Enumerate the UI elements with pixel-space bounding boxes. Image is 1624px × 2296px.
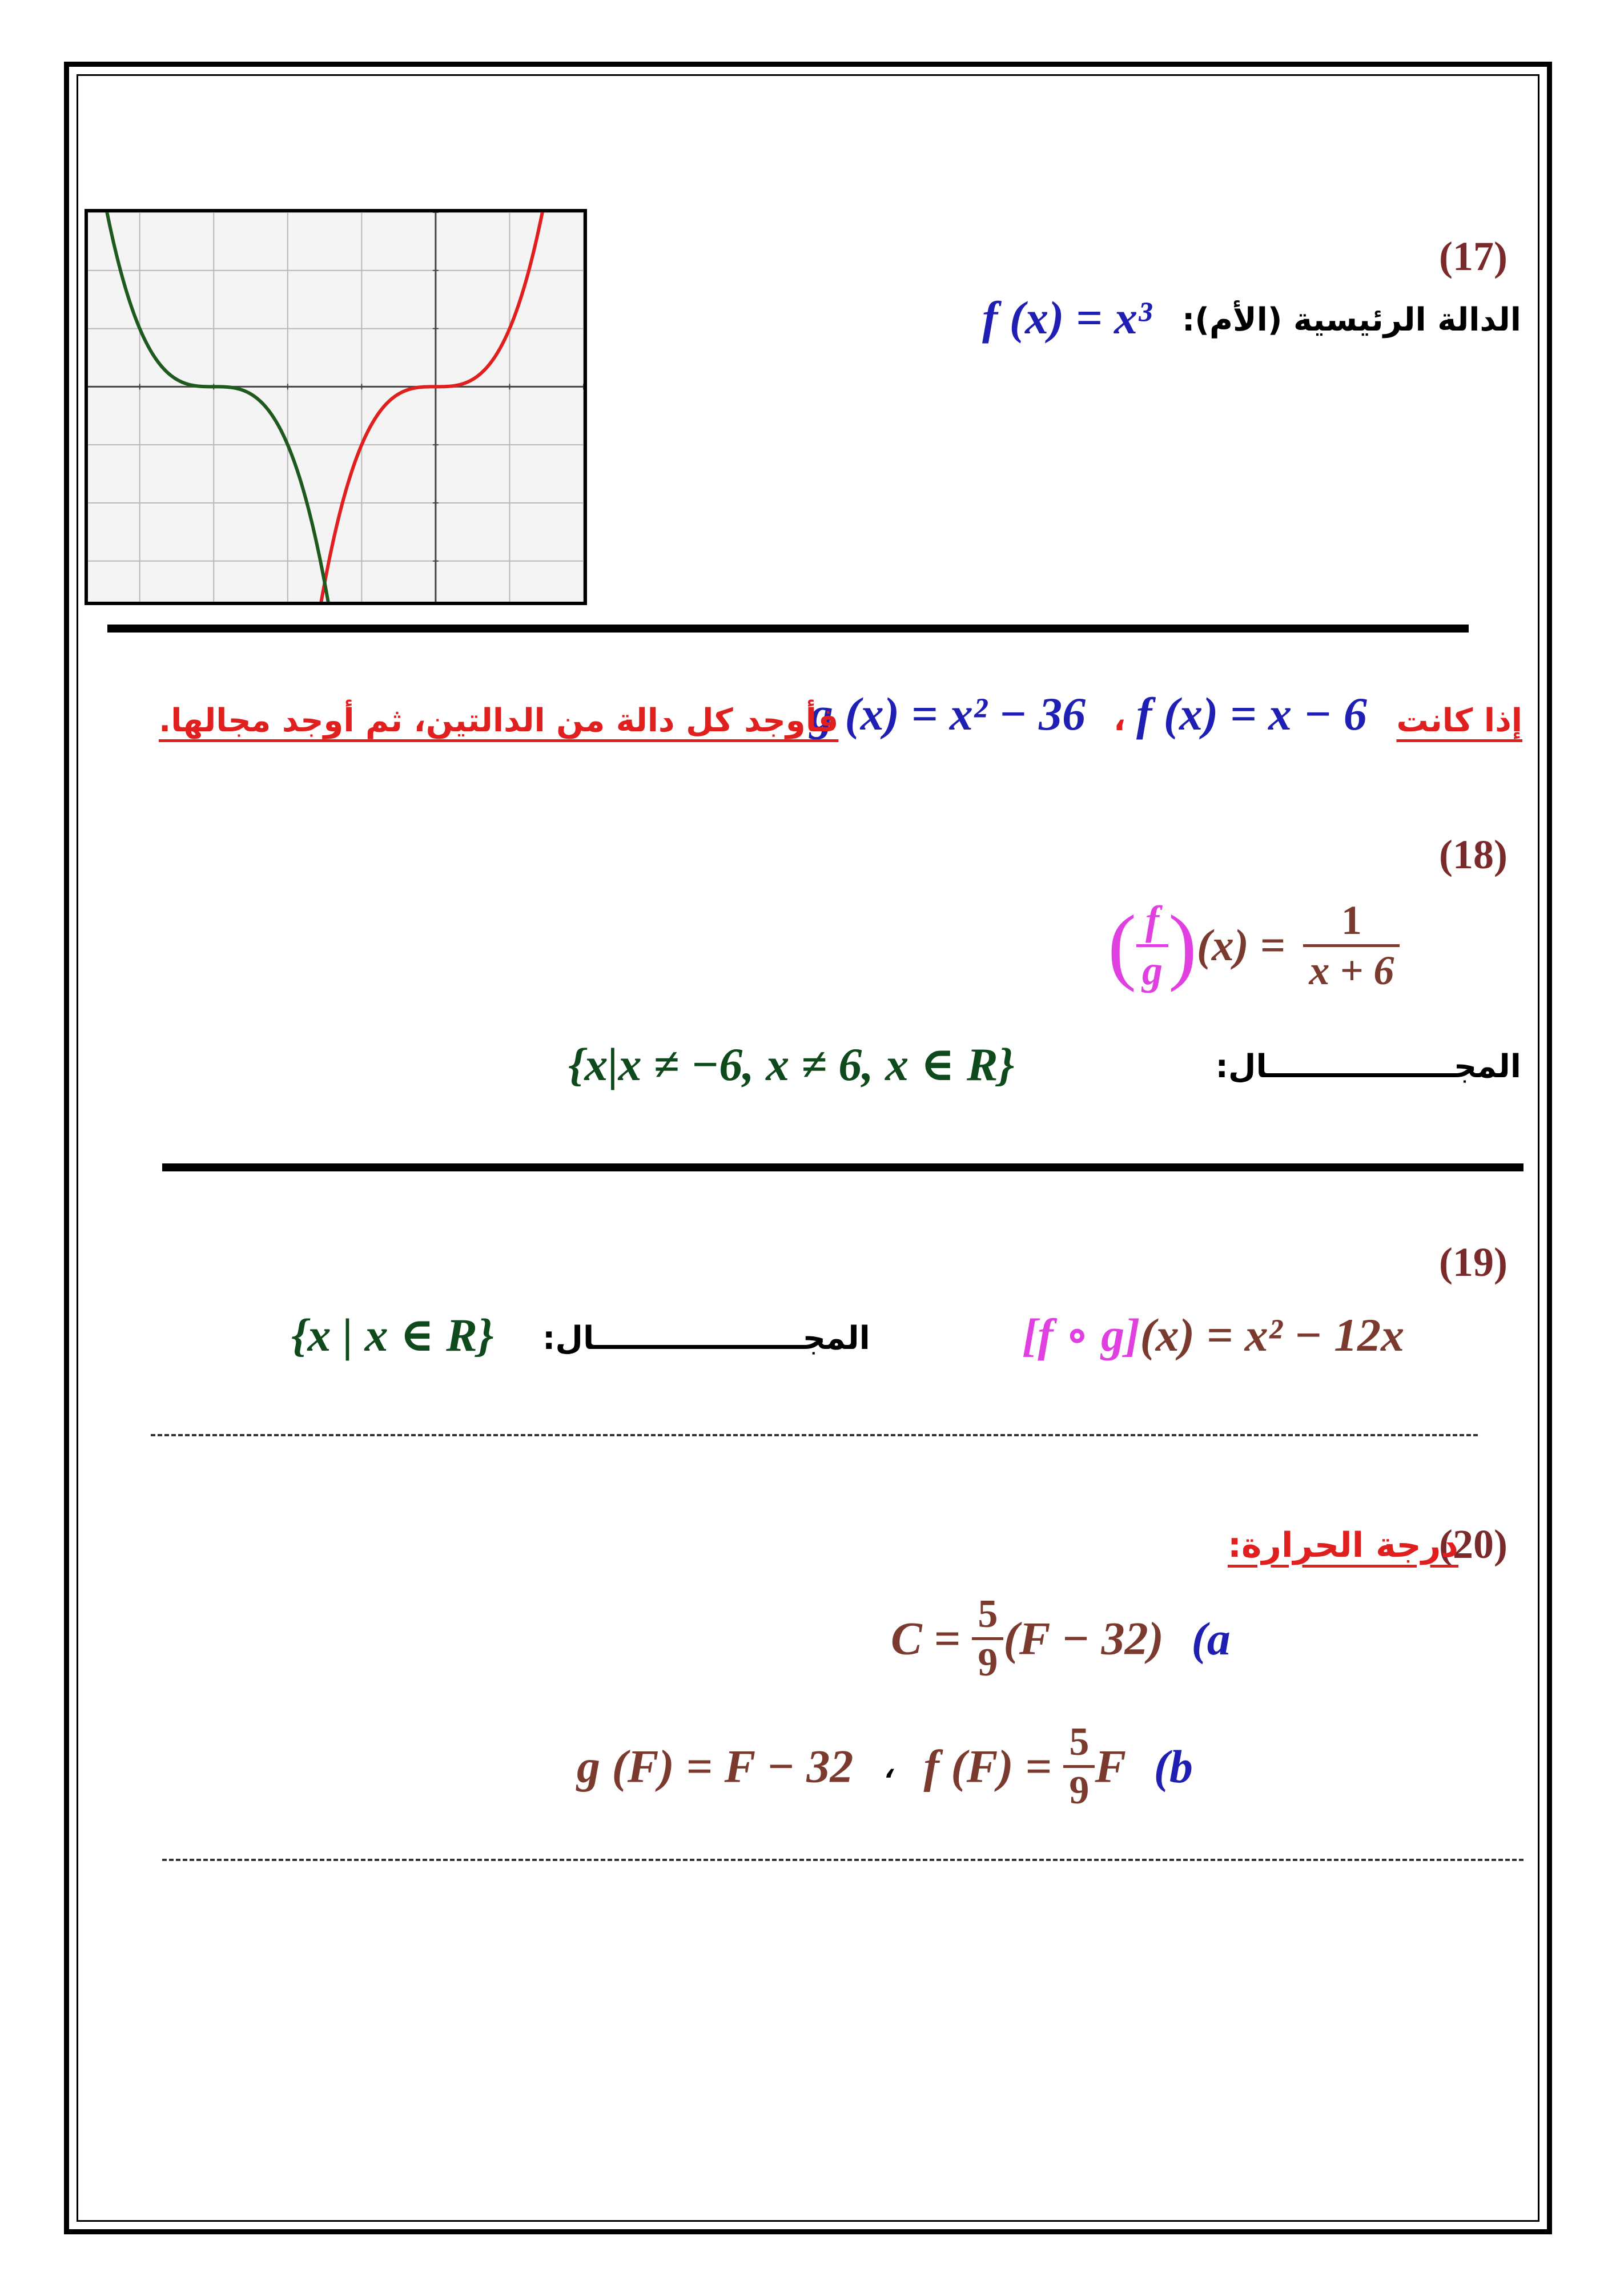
dashed-divider-1 <box>151 1434 1478 1436</box>
q20-b-f-rest: F <box>1095 1740 1127 1793</box>
question-18-domain-value: {x|x ≠ −6, x ≠ 6, x ∈ R} <box>568 1038 1015 1090</box>
q19-composite-rest: (x) = x² − 12x <box>1140 1309 1405 1361</box>
question-17-formula: f (x) = x³ <box>982 292 1152 344</box>
q20-a-rest: (F − 32) <box>1003 1612 1164 1665</box>
q18-lhs-denominator: g <box>1136 944 1168 994</box>
q18-rhs-denominator: x + 6 <box>1303 944 1400 994</box>
q20-b-f-lhs: f (F) = <box>923 1740 1052 1793</box>
q18-rhs-numerator: 1 <box>1341 897 1362 943</box>
section-divider-2 <box>162 1163 1523 1171</box>
question-20-number: (20) <box>1439 1521 1508 1567</box>
question-19-domain-label: المجـــــــــــــــــــال: <box>542 1320 870 1357</box>
intro-if-text: إذا كانت <box>1396 702 1522 739</box>
q19-composite: [f ∘ g] <box>1022 1309 1140 1361</box>
q18-lhs-numerator: f <box>1145 897 1159 943</box>
q20-b-denominator: 9 <box>1063 1765 1095 1814</box>
q20-a-lhs: C = <box>891 1612 960 1665</box>
cubic-graph-svg <box>88 212 584 602</box>
section-divider-1 <box>107 625 1469 633</box>
question-18-number: (18) <box>1439 832 1508 877</box>
question-19-domain-value: {x | x ∈ R} <box>291 1309 494 1361</box>
intro-f-definition: f (x) = x − 6 <box>1136 688 1367 740</box>
intro-task: فأوجد كل دالة من الدالتين، ثم أوجد مجالها. <box>159 702 839 739</box>
question-19-expression <box>1022 1307 1404 1362</box>
question-20-title: درجة الحرارة: <box>1228 1525 1459 1565</box>
intro-comma: ، <box>1114 701 1126 738</box>
q18-lhs-argument: (x) = <box>1196 920 1285 970</box>
question-19-number: (19) <box>1439 1239 1508 1285</box>
question-17-label: الدالة الرئيسية (الأم): <box>1181 301 1521 339</box>
intro-g-definition: g (x) = x² − 36 <box>810 688 1086 740</box>
question-20-part-b <box>577 1719 1193 1814</box>
question-17-number: (17) <box>1439 233 1508 279</box>
q20-b-label: (b <box>1153 1740 1193 1793</box>
question-18-expression: ( $\frac{f}{g}$ )(x) = $\frac{1}{x + 6}$ <box>1108 896 1400 994</box>
question-18-domain-label: المجـــــــــــــــــال: <box>1215 1048 1521 1085</box>
q20-b-numerator: 5 <box>1069 1720 1090 1764</box>
q20-a-denominator: 9 <box>972 1637 1003 1686</box>
q20-b-separator: ، <box>883 1748 894 1785</box>
q20-a-numerator: 5 <box>978 1592 998 1636</box>
cubic-graph <box>85 209 587 605</box>
dashed-divider-2 <box>162 1859 1523 1861</box>
question-20-part-a <box>891 1592 1231 1686</box>
q20-b-g: g (F) = F − 32 <box>577 1740 854 1793</box>
q20-a-label: (a <box>1191 1612 1231 1665</box>
